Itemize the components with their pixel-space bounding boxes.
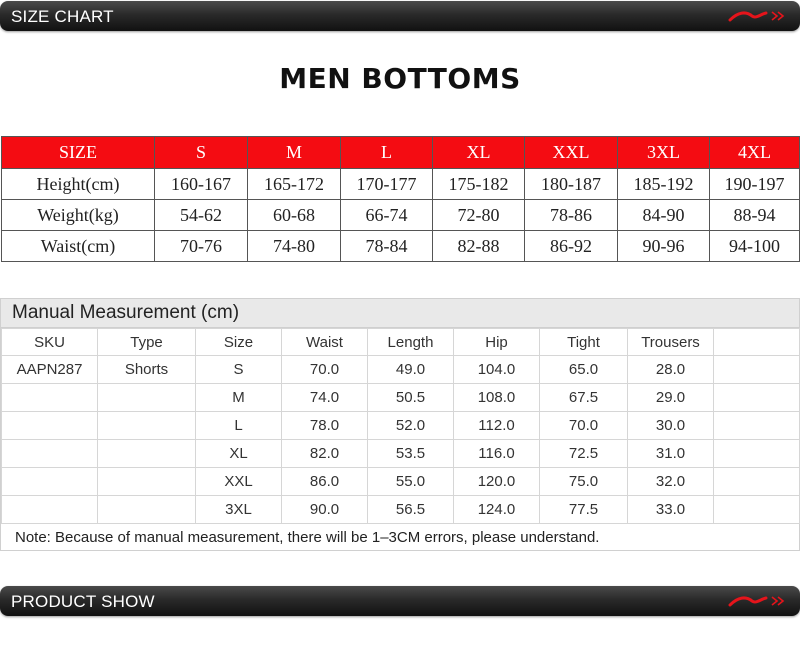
table-cell xyxy=(98,496,196,524)
manual-header-cell: Waist xyxy=(282,329,368,356)
table-cell: 78-86 xyxy=(525,200,618,231)
table-cell: 90.0 xyxy=(282,496,368,524)
page-title: MEN BOTTOMS xyxy=(279,62,521,95)
table-cell: AAPN287 xyxy=(2,356,98,384)
table-cell xyxy=(2,412,98,440)
table-cell: 72.5 xyxy=(540,440,628,468)
measurement-note: Note: Because of manual measurement, there will be 1–3CM errors, please understand. xyxy=(15,529,600,546)
table-cell: 170-177 xyxy=(341,169,433,200)
table-cell: 88-94 xyxy=(710,200,800,231)
table-row xyxy=(2,496,800,524)
table-cell: 32.0 xyxy=(628,468,714,496)
table-cell: 185-192 xyxy=(618,169,710,200)
size-table-row-waist xyxy=(2,231,800,262)
table-cell: 120.0 xyxy=(454,468,540,496)
table-cell: 50.5 xyxy=(368,384,454,412)
brand-logo-icon xyxy=(728,8,790,24)
table-cell: 67.5 xyxy=(540,384,628,412)
table-cell: 70.0 xyxy=(282,356,368,384)
size-header-cell: S xyxy=(155,137,248,169)
table-cell: 90-96 xyxy=(618,231,710,262)
manual-measurement-panel xyxy=(0,298,800,551)
table-cell xyxy=(2,440,98,468)
table-cell xyxy=(98,412,196,440)
size-header-cell: XL xyxy=(433,137,525,169)
table-cell: 72-80 xyxy=(433,200,525,231)
table-cell: XL xyxy=(196,440,282,468)
table-cell xyxy=(2,496,98,524)
table-cell xyxy=(714,468,800,496)
table-cell: M xyxy=(196,384,282,412)
table-cell: 78-84 xyxy=(341,231,433,262)
table-cell: 82-88 xyxy=(433,231,525,262)
manual-measurement-title: Manual Measurement (cm) xyxy=(1,299,799,328)
size-header-cell: 4XL xyxy=(710,137,800,169)
table-cell: 104.0 xyxy=(454,356,540,384)
table-cell: 175-182 xyxy=(433,169,525,200)
table-cell: 78.0 xyxy=(282,412,368,440)
size-header-cell: M xyxy=(248,137,341,169)
table-cell: Height(cm) xyxy=(2,169,155,200)
table-cell: 56.5 xyxy=(368,496,454,524)
table-cell xyxy=(98,384,196,412)
table-cell: 74.0 xyxy=(282,384,368,412)
table-cell: Shorts xyxy=(98,356,196,384)
table-row xyxy=(2,468,800,496)
table-cell: 65.0 xyxy=(540,356,628,384)
table-cell xyxy=(2,468,98,496)
table-cell: 66-74 xyxy=(341,200,433,231)
manual-header-cell: Size xyxy=(196,329,282,356)
table-cell: L xyxy=(196,412,282,440)
table-cell xyxy=(2,384,98,412)
manual-header-cell: Length xyxy=(368,329,454,356)
table-cell xyxy=(714,356,800,384)
table-cell: 28.0 xyxy=(628,356,714,384)
size-chart-header-bar xyxy=(0,1,800,31)
size-table xyxy=(1,136,800,262)
table-cell: 180-187 xyxy=(525,169,618,200)
manual-measurement-table xyxy=(1,328,800,524)
table-cell: 30.0 xyxy=(628,412,714,440)
manual-header-row xyxy=(2,329,800,356)
table-cell: Weight(kg) xyxy=(2,200,155,231)
manual-header-cell: SKU xyxy=(2,329,98,356)
table-cell: 33.0 xyxy=(628,496,714,524)
table-cell: 70-76 xyxy=(155,231,248,262)
table-cell: 54-62 xyxy=(155,200,248,231)
table-cell xyxy=(714,440,800,468)
size-header-cell: XXL xyxy=(525,137,618,169)
table-cell: 160-167 xyxy=(155,169,248,200)
table-cell: 75.0 xyxy=(540,468,628,496)
table-cell: 108.0 xyxy=(454,384,540,412)
size-header-cell: 3XL xyxy=(618,137,710,169)
size-table-header-row xyxy=(2,137,800,169)
table-cell: 3XL xyxy=(196,496,282,524)
table-cell: 53.5 xyxy=(368,440,454,468)
table-cell: XXL xyxy=(196,468,282,496)
table-cell xyxy=(714,412,800,440)
table-cell: 165-172 xyxy=(248,169,341,200)
manual-header-cell xyxy=(714,329,800,356)
table-cell: 124.0 xyxy=(454,496,540,524)
manual-header-cell: Hip xyxy=(454,329,540,356)
table-cell: 29.0 xyxy=(628,384,714,412)
table-cell: 55.0 xyxy=(368,468,454,496)
brand-logo-icon xyxy=(728,593,790,609)
size-header-cell: L xyxy=(341,137,433,169)
table-cell: 86-92 xyxy=(525,231,618,262)
table-cell: 86.0 xyxy=(282,468,368,496)
table-cell: 82.0 xyxy=(282,440,368,468)
table-cell: 52.0 xyxy=(368,412,454,440)
size-table-row-weight xyxy=(2,200,800,231)
table-row xyxy=(2,412,800,440)
table-cell: 60-68 xyxy=(248,200,341,231)
product-show-header-bar xyxy=(0,586,800,616)
table-cell: 49.0 xyxy=(368,356,454,384)
manual-header-cell: Type xyxy=(98,329,196,356)
table-cell: 190-197 xyxy=(710,169,800,200)
size-header-cell: SIZE xyxy=(2,137,155,169)
manual-header-cell: Tight xyxy=(540,329,628,356)
size-table-row-height xyxy=(2,169,800,200)
table-cell xyxy=(714,496,800,524)
table-cell: S xyxy=(196,356,282,384)
table-row xyxy=(2,356,800,384)
table-cell: 31.0 xyxy=(628,440,714,468)
product-show-title: PRODUCT SHOW xyxy=(11,592,155,611)
table-cell: 94-100 xyxy=(710,231,800,262)
table-cell: 70.0 xyxy=(540,412,628,440)
table-cell: 77.5 xyxy=(540,496,628,524)
manual-header-cell: Trousers xyxy=(628,329,714,356)
table-cell: 84-90 xyxy=(618,200,710,231)
table-row xyxy=(2,384,800,412)
table-cell xyxy=(98,440,196,468)
table-cell xyxy=(98,468,196,496)
table-row xyxy=(2,440,800,468)
table-cell: Waist(cm) xyxy=(2,231,155,262)
table-cell: 74-80 xyxy=(248,231,341,262)
table-cell: 112.0 xyxy=(454,412,540,440)
size-chart-title: SIZE CHART xyxy=(11,7,114,26)
table-cell xyxy=(714,384,800,412)
table-cell: 116.0 xyxy=(454,440,540,468)
